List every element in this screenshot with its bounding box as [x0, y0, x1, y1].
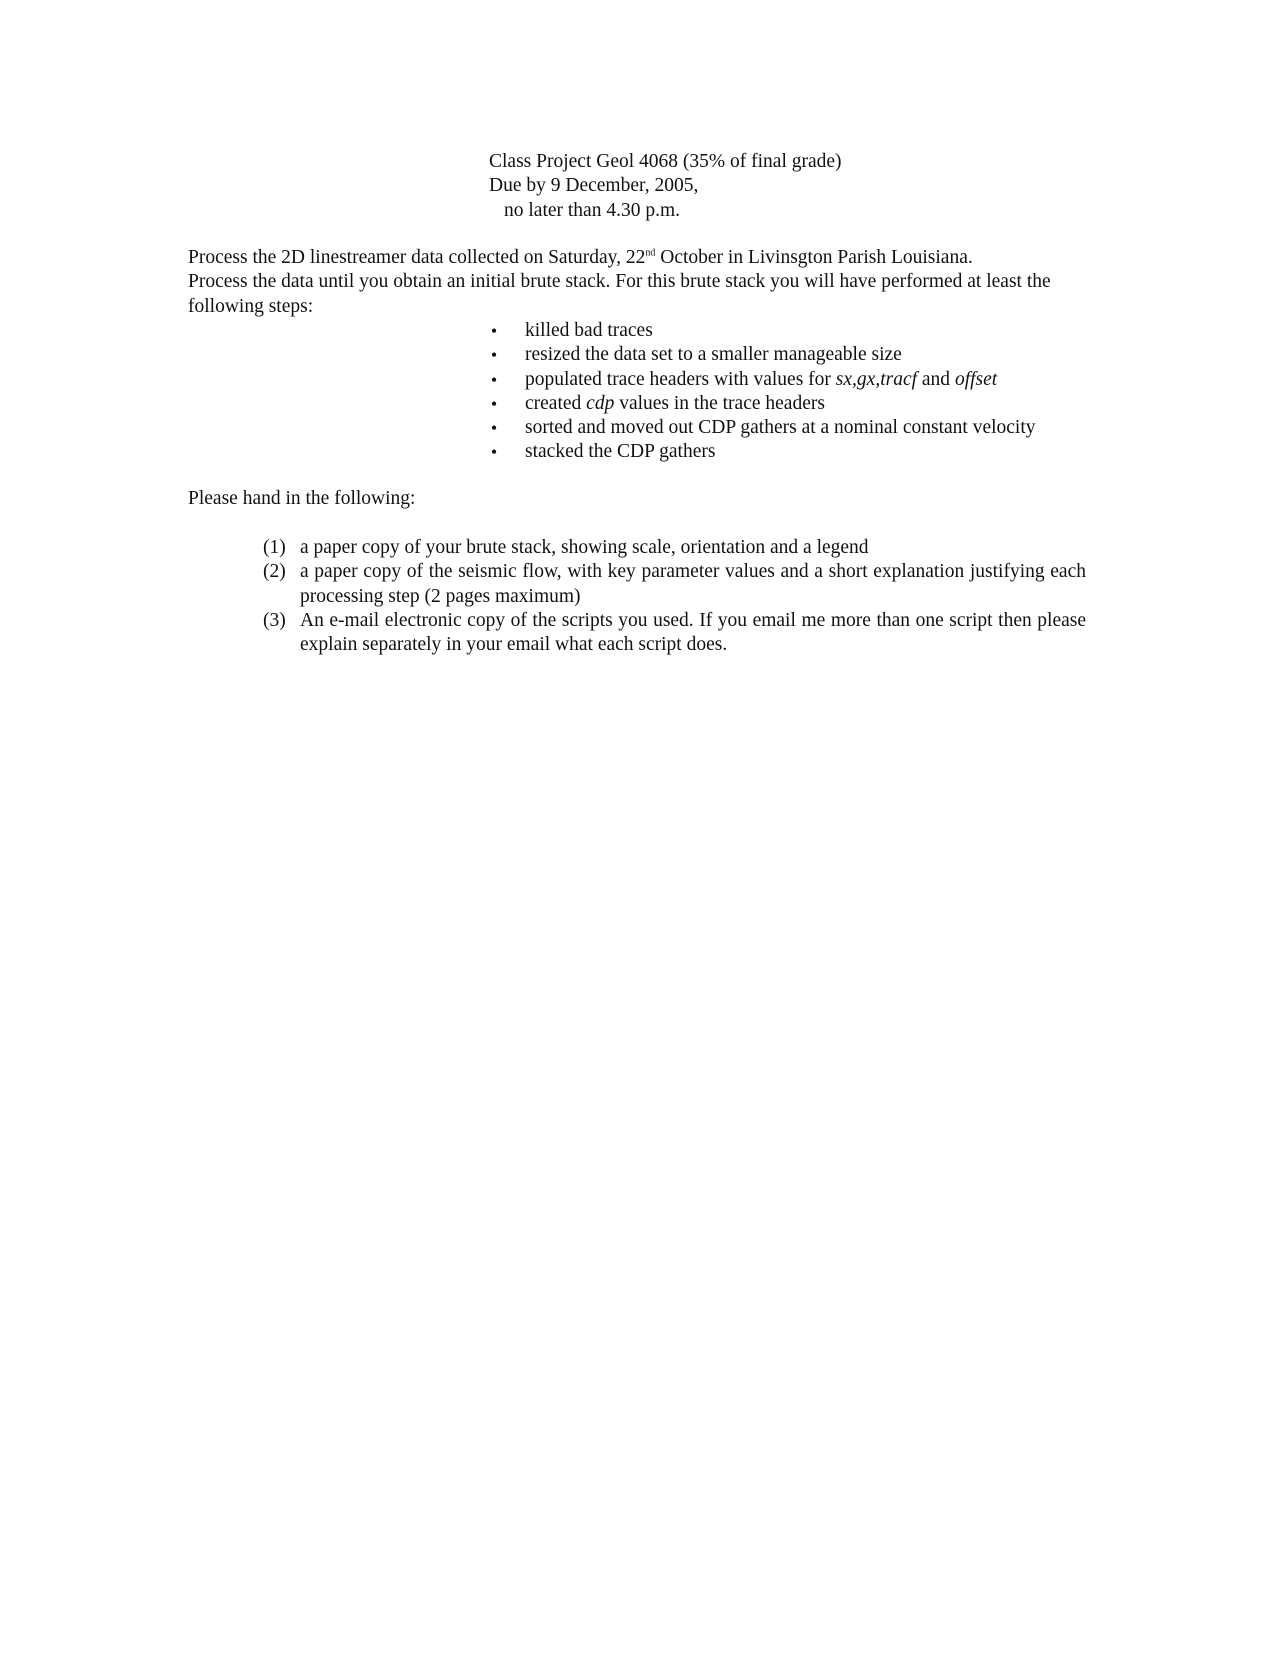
bullet-icon: • [490, 393, 498, 414]
steps-list [489, 319, 1036, 465]
list-item: • created cdp values in the trace headers [489, 392, 1036, 416]
bullet-icon: • [490, 442, 498, 463]
intro-paragraph [188, 246, 1088, 319]
deliverables-list [263, 536, 1086, 657]
item-number: (3) [263, 609, 286, 631]
intro-line-2: Process the data until you obtain an initial brute stack. For this brute stack you will have performed at least the following steps: [188, 271, 1051, 317]
list-item: • resized the data set to a smaller manageable size [489, 343, 1036, 367]
handin-heading: Please hand in the following: [188, 488, 416, 509]
bullet-icon: • [490, 345, 498, 366]
bullet-icon: • [490, 321, 498, 341]
list-item: • sorted and moved out CDP gathers at a nominal constant velocity [489, 416, 1036, 440]
bullet-icon: • [490, 418, 498, 439]
document-header [489, 150, 842, 223]
item-number: (2) [263, 561, 286, 583]
list-item: (2) a paper copy of the seismic flow, with key parameter values and a short explanation justifying each processing step (2 pages maximum) [263, 561, 1086, 607]
list-item: • killed bad traces [489, 319, 1036, 343]
list-item: • populated trace headers with values for sx,gx,tracf and offset [489, 368, 1036, 392]
bullet-icon: • [490, 369, 498, 390]
list-item: • stacked the CDP gathers [489, 440, 1036, 464]
item-number: (1) [263, 537, 286, 558]
header-due-date: Due by 9 December, 2005, [489, 175, 699, 197]
list-item: (3) An e-mail electronic copy of the scripts you used. If you email me more than one script then please explain separately in your email what each script does. [263, 609, 1086, 656]
list-item: (1) a paper copy of your brute stack, showing scale, orientation and a legend [263, 536, 1086, 560]
header-title: Class Project Geol 4068 (35% of final grade) [489, 151, 842, 172]
header-due-time: no later than 4.30 p.m. [504, 199, 681, 221]
intro-line-1: Process the 2D linestreamer data collected on Saturday, 22nd October in Livinsgton Parish Louisiana. [188, 247, 973, 268]
